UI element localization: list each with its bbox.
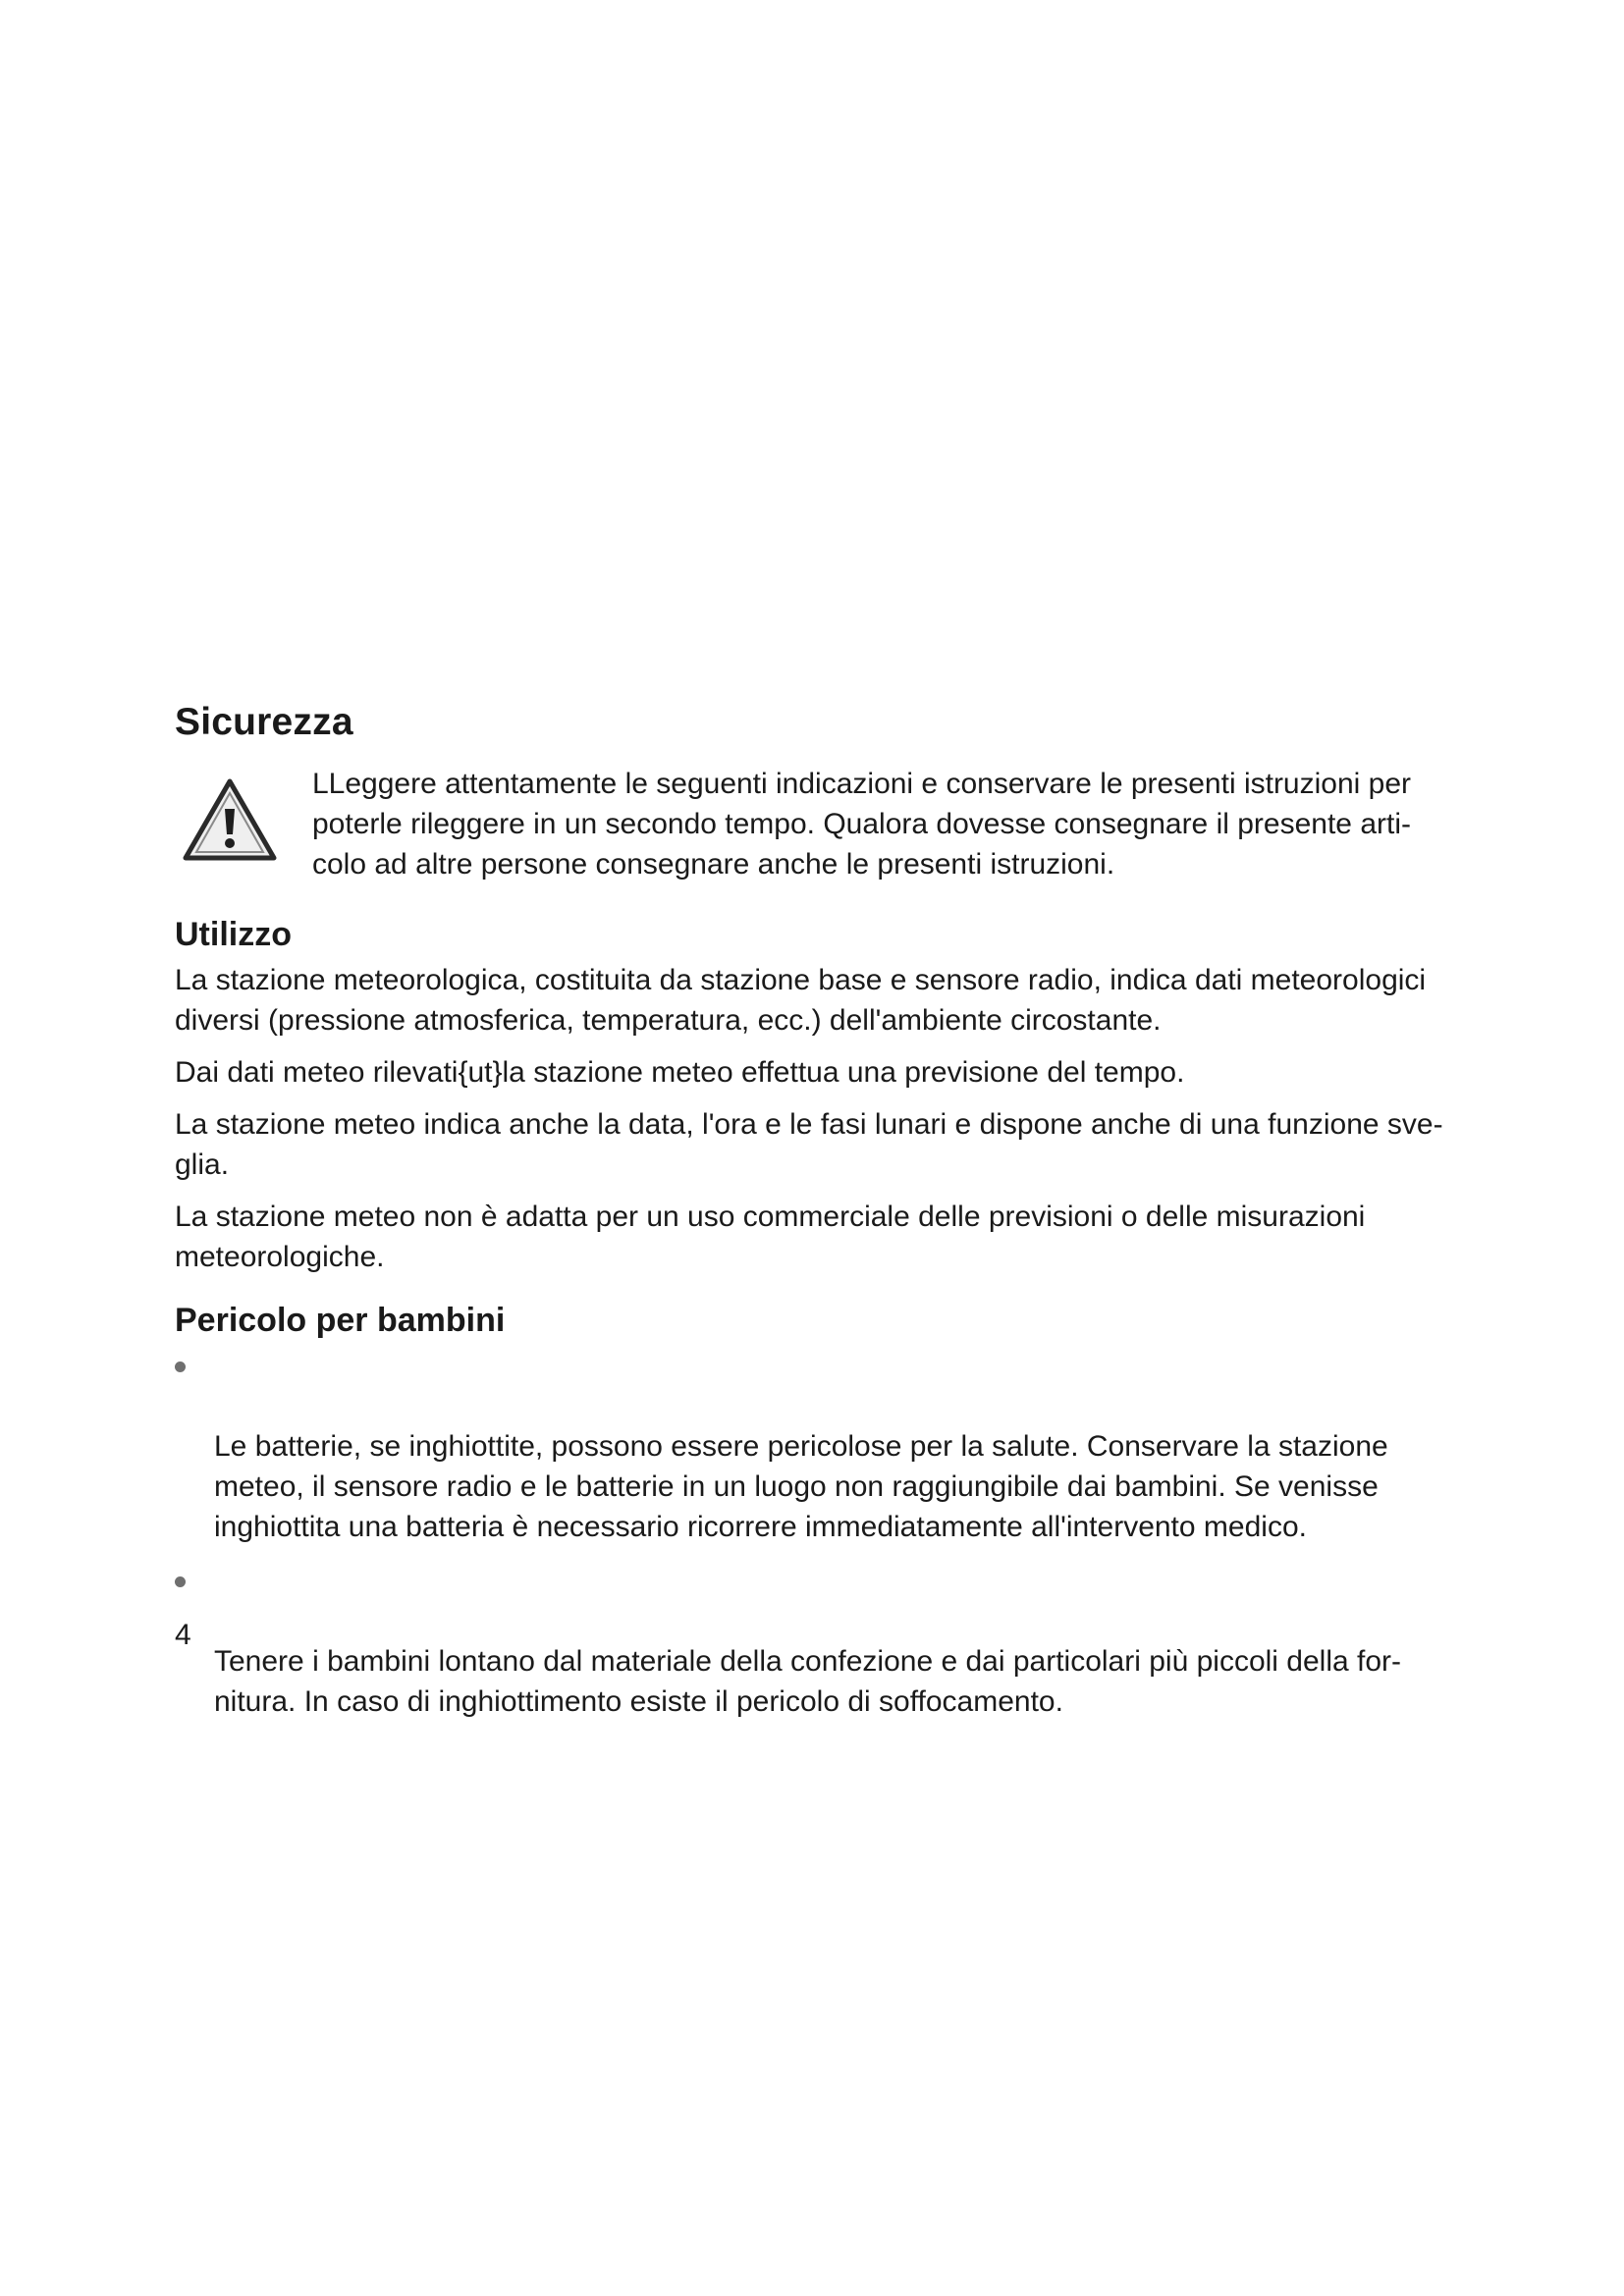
- page-content: [175, 699, 1461, 1735]
- usage-paragraph-1: La stazione meteorologica, costituita da stazione base e sensore radio, indica dati meteorologici diversi (pressione atmosferica, temperatura, ecc.) dell'ambiente circostante.: [175, 964, 1427, 1037]
- bullet-icon: [175, 1362, 186, 1372]
- warning-text: LLeggere attentamente le seguenti indicazioni e conservare le presenti istruzioni per poterle rileggere in un secondo tempo. Qualora dovesse consegnare il presente arti- colo ad altre persone consegnare anche le presenti istruzioni.: [312, 768, 1412, 881]
- list-item-text: Le batterie, se inghiottite, possono essere pericolose per la salute. Conservare la stazione meteo, il sensore radio e le batterie in un luogo non raggiungibile dai bambini. Se venisse inghiottita una batteria è necessario ricorrere immediatamente all'intervento medico.: [214, 1430, 1388, 1543]
- page-number: 4: [175, 1619, 191, 1651]
- list-item: [175, 1346, 1461, 1547]
- child-danger-list: [175, 1346, 1461, 1722]
- usage-paragraph-2: Dai dati meteo rilevati{ut}la stazione meteo effettua una previsione del tempo.: [175, 1056, 1185, 1089]
- usage-title: Utilizzo: [175, 916, 292, 953]
- child-danger-title: Pericolo per bambini: [175, 1302, 506, 1339]
- list-item: [175, 1561, 1461, 1722]
- list-item-text: Tenere i bambini lontano dal materiale della confezione e dai particolari più piccoli della for- nitura. In caso di inghiottimento esiste il pericolo di soffocamento.: [214, 1645, 1402, 1718]
- warning-block: [175, 764, 1461, 891]
- section-title: Sicurezza: [175, 701, 353, 743]
- usage-paragraph-4: La stazione meteo non è adatta per un uso commerciale delle previsioni o delle misurazioni meteorologiche.: [175, 1201, 1366, 1273]
- bullet-icon: [175, 1576, 186, 1587]
- usage-paragraph-3: La stazione meteo indica anche la data, l'ora e le fasi lunari e dispone anche di una funzione sve- glia.: [175, 1108, 1443, 1181]
- warning-triangle-icon: [183, 777, 277, 862]
